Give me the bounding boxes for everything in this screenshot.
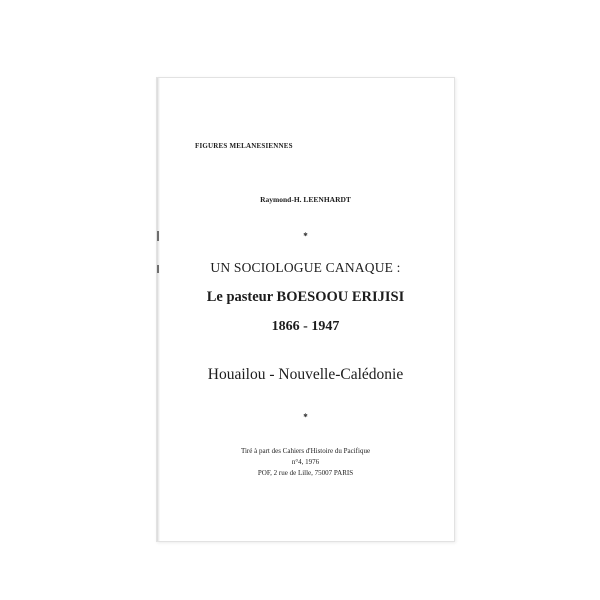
place-name: Houailou - Nouvelle-Calédonie: [207, 366, 404, 383]
book-title: UN SOCIOLOGUE CANAQUE :: [210, 260, 401, 275]
imprint-line: POF, 2 rue de Lille, 75007 PARIS: [257, 469, 354, 477]
imprint-block: [157, 446, 454, 479]
imprint-line: Tiré à part des Cahiers d'Histoire du Pacifique: [240, 447, 371, 455]
author-name: Raymond-H. LEENHARDT: [260, 195, 351, 204]
book-subtitle: Le pasteur BOESOOU ERIJISI: [206, 289, 405, 305]
series-title: FIGURES MELANESIENNES: [195, 142, 293, 150]
separator-asterisk: *: [303, 231, 308, 241]
life-dates: 1866 - 1947: [271, 319, 340, 334]
imprint-line: n°4, 1976: [291, 458, 320, 466]
separator-asterisk: *: [303, 412, 308, 422]
booklet-cover: [156, 77, 455, 542]
